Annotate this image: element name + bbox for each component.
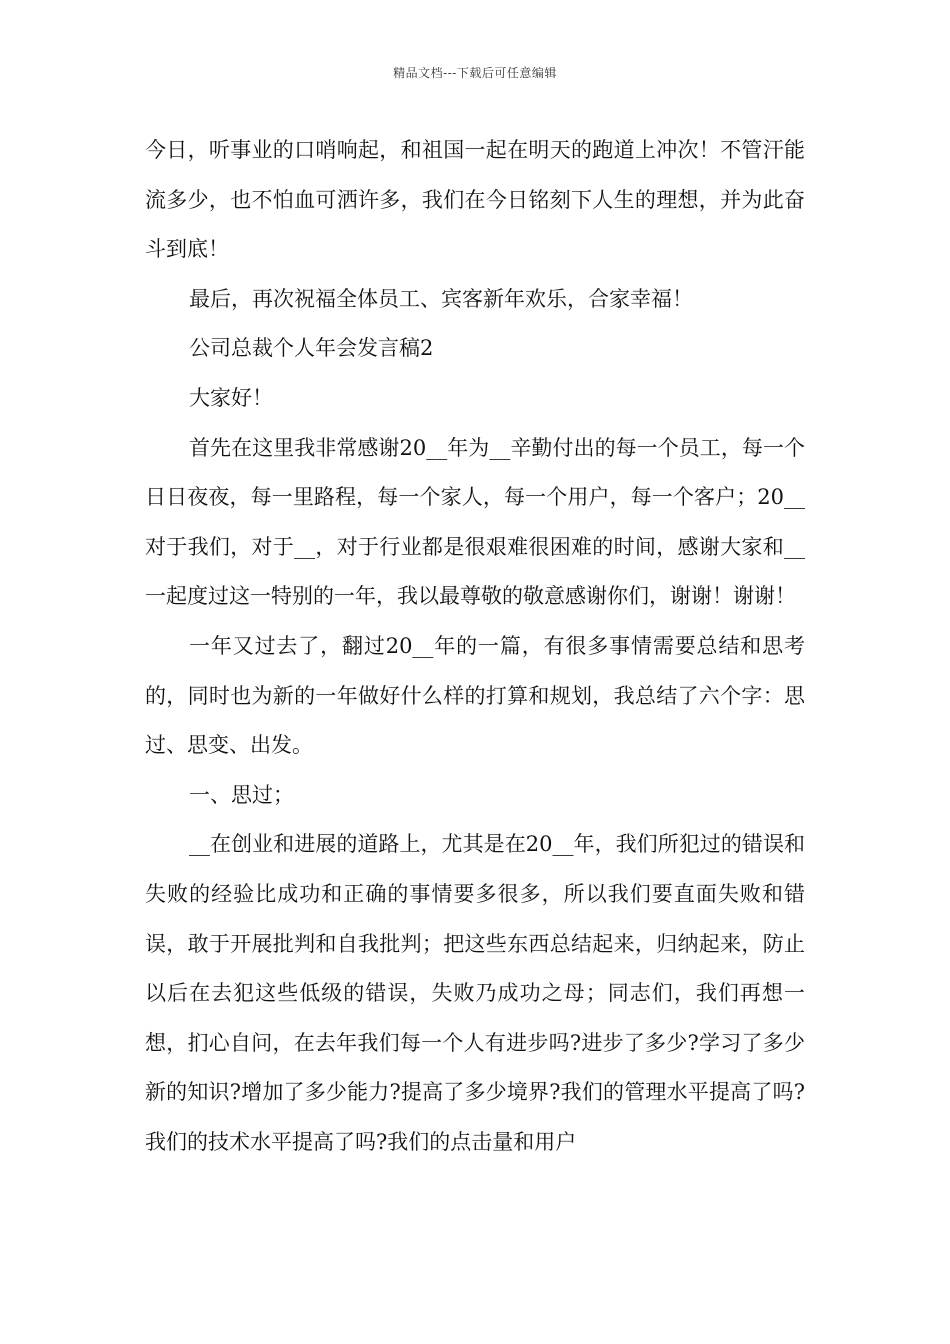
paragraph-salutation: 大家好！ xyxy=(189,385,273,410)
section-title: 公司总裁个人年会发言稿2 xyxy=(189,336,434,361)
page-header: 精品文档---下载后可任意编辑 xyxy=(393,66,557,80)
document-body xyxy=(145,126,805,1167)
subheading-reflection: 一、思过； xyxy=(189,782,294,807)
paragraph-summary: 一年又过去了，翻过20__年的一篇，有很多事情需要总结和思考的，同时也为新的一年做好什么样的打算和规划，我总结了六个字：思过、思变、出发。 xyxy=(145,633,805,758)
paragraph-final-greeting: 最后，再次祝福全体员工、宾客新年欢乐，合家幸福！ xyxy=(189,286,693,311)
paragraph-closing-wish-continued: 今日，听事业的口哨响起，和祖国一起在明天的跑道上冲次！不管汗能流多少，也不怕血可洒许多，我们在今日铭刻下人生的理想，并为此奋斗到底！ xyxy=(145,138,805,262)
paragraph-reflection: __在创业和进展的道路上，尤其是在20__年，我们所犯过的错误和失败的经验比成功和正确的事情要多很多，所以我们要直面失败和错误，敢于开展批判和自我批判；把这些东西总结起来，归纳起来，防止以后在去犯这些低级的错误，失败乃成功之母；同志们，我们再想一想，扪心自问，在去年我们每一个人有进步吗?进步了多少?学习了多少新的知识?增加了多少能力?提高了多少境界?我们的管理水平提高了吗?我们的技术水平提高了吗?我们的点击量和用户 xyxy=(145,832,805,1154)
paragraph-thanks: 首先在这里我非常感谢20__年为__辛勤付出的每一个员工，每一个日日夜夜，每一里路程，每一个家人，每一个用户，每一个客户；20__对于我们，对于__，对于行业都是很艰难很困难的时间，感谢大家和__一起度过这一特别的一年，我以最尊敬的敬意感谢你们，谢谢！谢谢！ xyxy=(145,435,805,609)
